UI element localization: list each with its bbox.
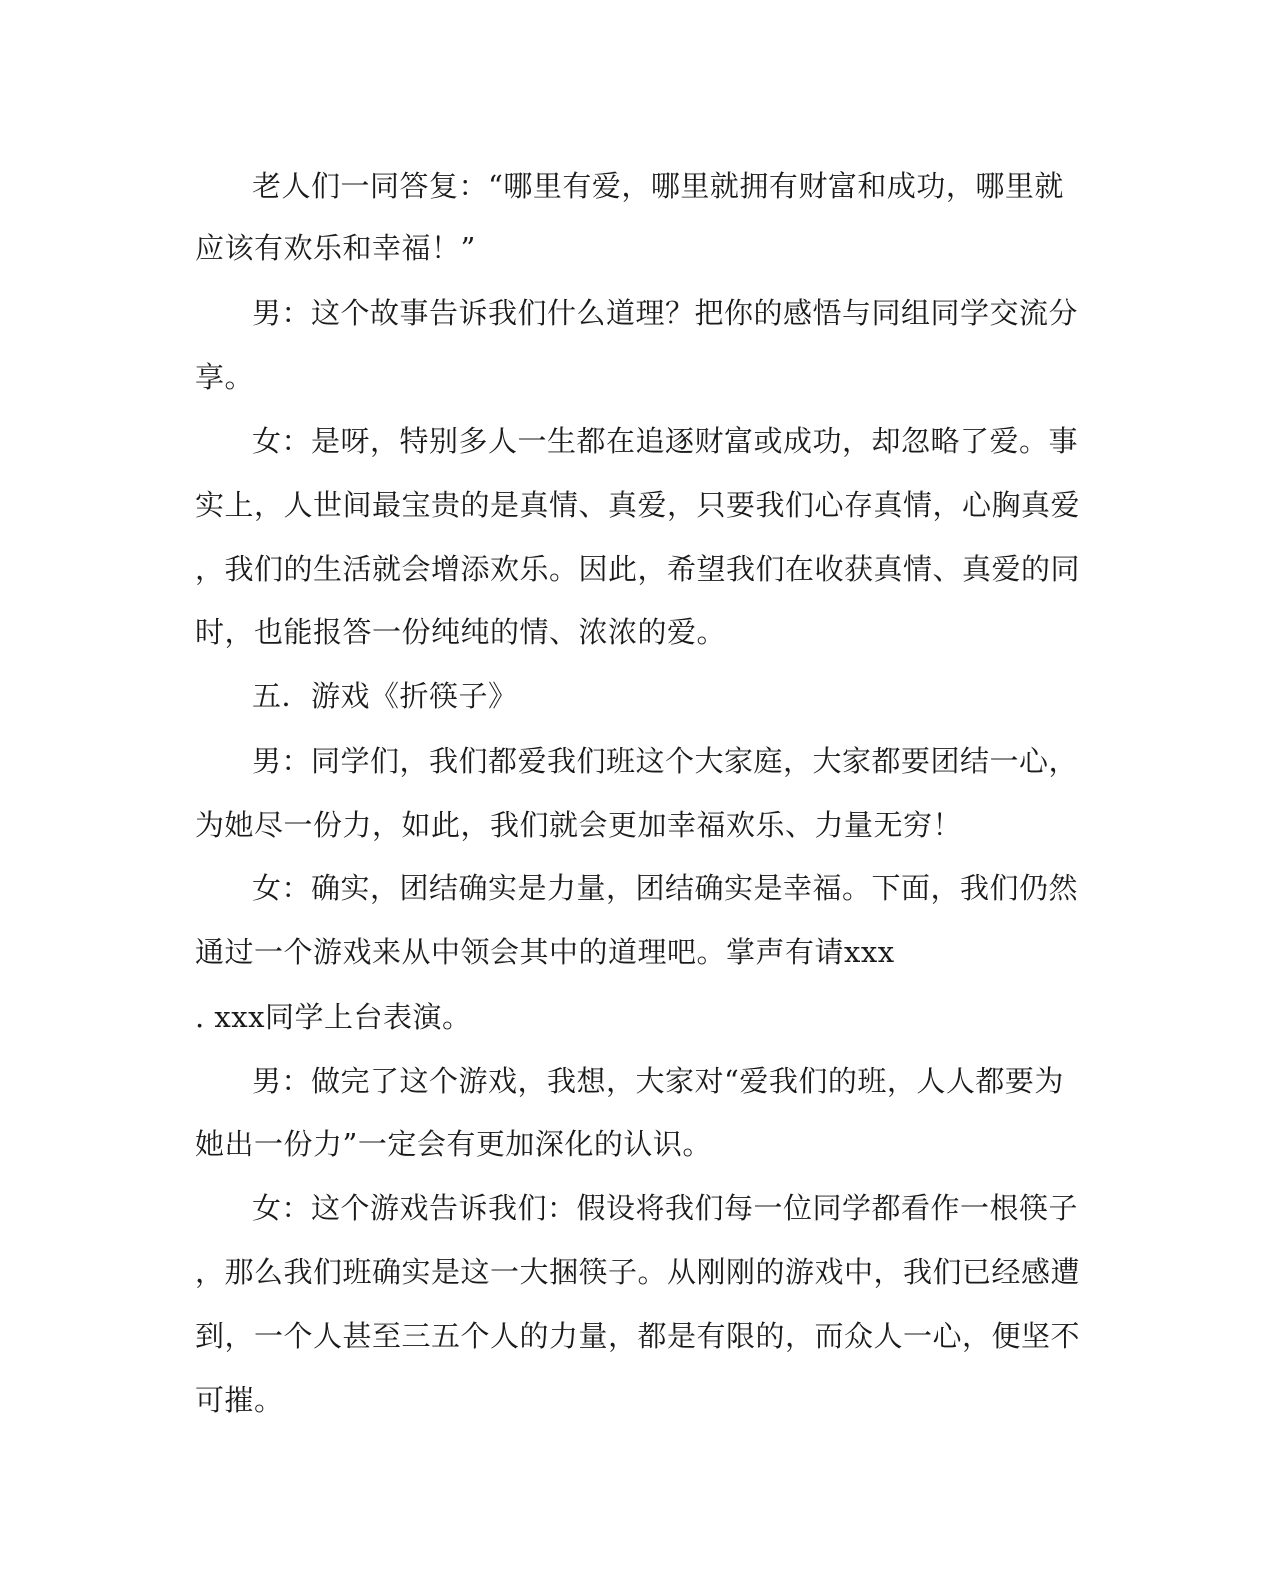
text-line: 时，也能报答一份纯纯的情、浓浓的爱。 <box>195 615 727 649</box>
text-line: 男：做完了这个游戏，我想，大家对“爱我们的班，人人都要为 <box>252 1064 1064 1098</box>
text-line: . xxx同学上台表演。 <box>195 1000 472 1034</box>
text-line: ，那么我们班确实是这一大捆筷子。从刚刚的游戏中，我们已经感遭 <box>195 1255 1081 1289</box>
text-line: 为她尽一份力，如此，我们就会更加幸福欢乐、力量无穷！ <box>195 808 963 842</box>
text-line: 到，一个人甚至三五个人的力量，都是有限的，而众人一心，便坚不 <box>195 1319 1081 1353</box>
text-line: 她出一份力”一定会有更加深化的认识。 <box>195 1127 712 1161</box>
text-line: 通过一个游戏来从中领会其中的道理吧。掌声有请xxx <box>195 935 895 969</box>
text-line: 男：同学们，我们都爱我们班这个大家庭，大家都要团结一心， <box>252 744 1079 778</box>
section-heading: 五．游戏《折筷子》 <box>252 679 518 713</box>
text-line: 实上，人世间最宝贵的是真情、真爱，只要我们心存真情，心胸真爱 <box>195 488 1081 522</box>
text-line: 男：这个故事告诉我们什么道理？把你的感悟与同组同学交流分 <box>252 296 1079 330</box>
text-line: 老人们一同答复：“哪里有爱，哪里就拥有财富和成功，哪里就 <box>252 169 1064 203</box>
text-line: 女：是呀，特别多人一生都在追逐财富或成功，却忽略了爱。事 <box>252 424 1079 458</box>
text-line: ，我们的生活就会增添欢乐。因此，希望我们在收获真情、真爱的同 <box>195 552 1081 586</box>
text-line: 可摧。 <box>195 1383 284 1417</box>
text-line: 应该有欢乐和幸福！” <box>195 231 476 265</box>
text-line: 女：确实，团结确实是力量，团结确实是幸福。下面，我们仍然 <box>252 871 1079 905</box>
text-line: 女：这个游戏告诉我们：假设将我们每一位同学都看作一根筷子 <box>252 1191 1079 1225</box>
text-line: 享。 <box>195 360 255 394</box>
